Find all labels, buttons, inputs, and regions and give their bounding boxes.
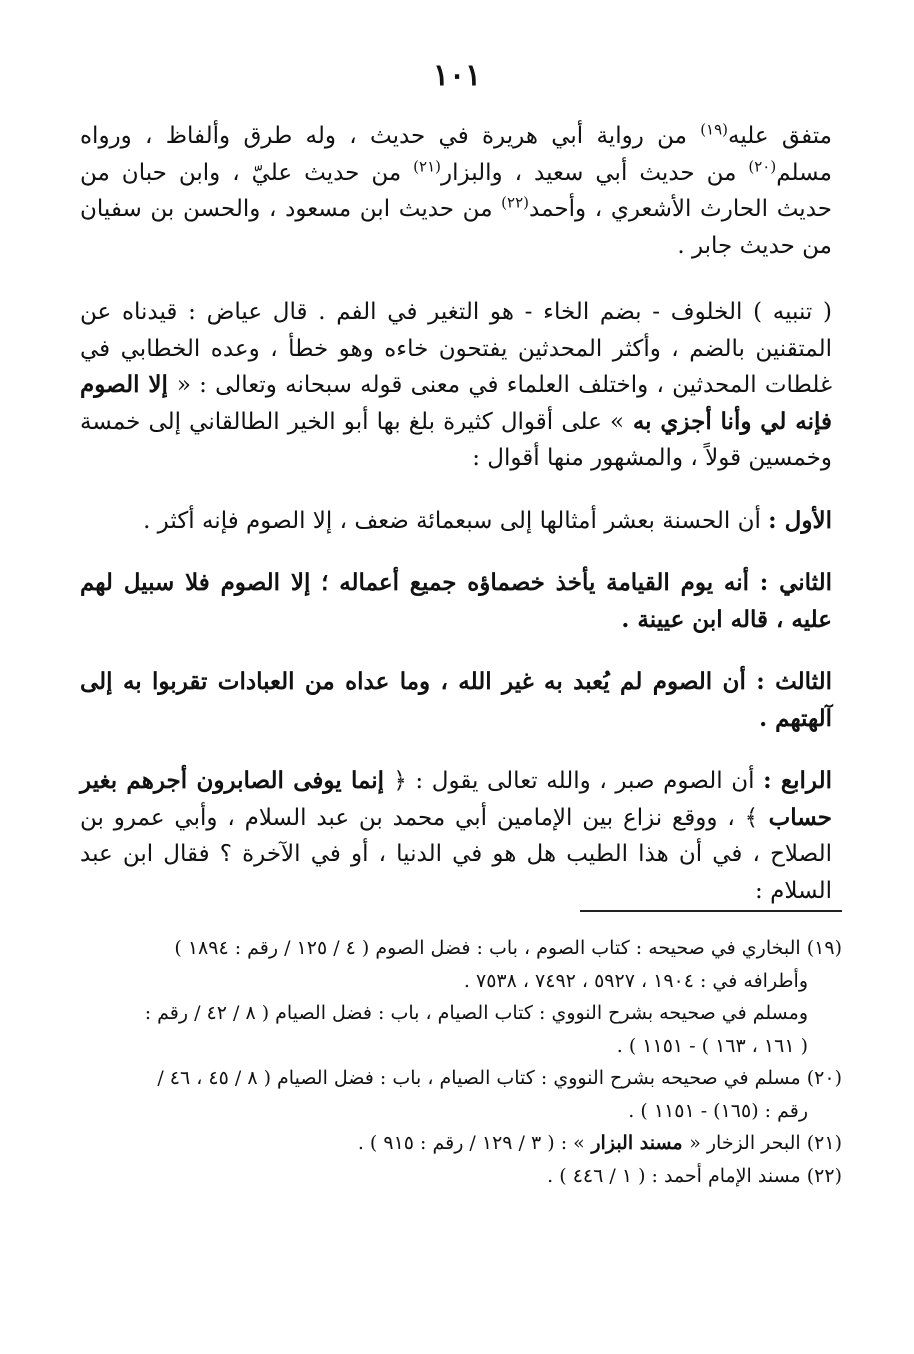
- footnote-line: رقم : (١٦٥) - ١١٥١ ) .: [628, 1099, 808, 1122]
- footnote-line: ومسلم في صحيحه بشرح النووي : كتاب الصيام ، باب : فضل الصيام ( ٨ / ٤٢ / رقم :: [144, 1002, 808, 1024]
- footnote-ref-20[interactable]: (٢٠): [748, 156, 777, 175]
- page-number: ١٠١: [432, 58, 482, 93]
- footnote-line: » : ( ٣ / ١٢٩ / رقم : ٩١٥ ) .: [357, 1132, 585, 1154]
- text-span: من رواية أبي هريرة في حديث ، وله طرق وألفاظ ، ورواه مسلم: [80, 123, 832, 186]
- text-span: من حديث ابن مسعود ، والحسن بن سفيان من حديث جابر .: [80, 196, 832, 259]
- footnote-line: (٢٢) مسند الإمام أحمد : ( ١ / ٤٤٦ ) .: [547, 1164, 842, 1187]
- text-span: أن الحسنة بعشر أمثالها إلى سبعمائة ضعف ، إلا الصوم فإنه أكثر .: [143, 507, 769, 534]
- text-span: من حديث عليّ ، وابن حبان من حديث الحارث الأشعري ، وأحمد: [80, 159, 833, 222]
- paragraph-second-opinion: [80, 565, 832, 638]
- text-span: أن الصوم لم يُعبد به غير الله ، وما عداه من العبادات تقربوا به إلى آلهتهم .: [80, 668, 832, 732]
- footnote-line: (١٩) البخاري في صحيحه : كتاب الصوم ، باب : فضل الصوم ( ٤ / ١٢٥ / رقم : ١٨٩٤ ): [174, 937, 842, 959]
- paragraph-1: [80, 118, 832, 264]
- opinion-label: الرابع :: [763, 767, 832, 794]
- footnote-19: [78, 932, 842, 1062]
- paragraph-third-opinion: [80, 664, 832, 737]
- footnote-line: ( ١٦١ ، ١٦٣ ) - ١١٥١ ) .: [616, 1034, 808, 1057]
- text-span: ﴾ ، ووقع نزاع بين الإمامين أبي محمد بن عبد السلام ، وأبي عمرو بن الصلاح ، في أن هذا الطيب هل هو في الدنيا ، أو في الآخرة ؟ فقال ابن عبد السلام :: [80, 804, 832, 904]
- footnote-line: (٢١) البحر الزخار «: [689, 1132, 842, 1154]
- footnote-22: [78, 1160, 842, 1193]
- hadith-quote: إلا الصوم فإنه لي وأنا أجزي به: [80, 371, 832, 435]
- main-text: [80, 118, 832, 935]
- footnote-divider: [580, 910, 842, 912]
- footnote-ref-21[interactable]: (٢١): [413, 156, 442, 175]
- book-title: مسند البزار: [584, 1132, 690, 1154]
- footnote-ref-22[interactable]: (٢٢): [501, 193, 530, 212]
- paragraph-fourth-opinion: [80, 763, 832, 909]
- text-span: أن الصوم صبر ، والله تعالى يقول : ﴿: [393, 768, 764, 794]
- text-span: أنه يوم القيامة يأخذ خصماؤه جميع أعماله ؛ إلا الصوم فلا سبيل لهم عليه ، قاله ابن عيينة .: [80, 569, 832, 633]
- footnote-21: [78, 1127, 842, 1160]
- footnote-line: (٢٠) مسلم في صحيحه بشرح النووي : كتاب الصيام ، باب : فضل الصيام ( ٨ / ٤٥ ، ٤٦ /: [157, 1067, 842, 1089]
- text-span: » على أقوال كثيرة بلغ بها أبو الخير الطالقاني إلى خمسة وخمسين قولاً ، والمشهور منها أقوال :: [80, 408, 832, 471]
- paragraph-tanbih: [80, 294, 832, 477]
- paragraph-first-opinion: [80, 503, 832, 540]
- footnote-20: [78, 1062, 842, 1127]
- text-span: متفق عليه: [728, 123, 832, 149]
- text-span: من حديث أبي سعيد ، والبزار: [441, 159, 749, 186]
- text-span: ( تنبيه ) الخلوف - بضم الخاء - هو التغير في الفم . قال عياض : قيدناه عن المتقنين بالضم ، وأكثر المحدثين يفتحون خاءه وهو خطأ ، وعده الخطابي في غلطات المحدثين ، واختلف العلماء في معنى قوله سبحانه وتعالى : «: [80, 299, 832, 398]
- footnote-line: وأطرافه في : ١٩٠٤ ، ٥٩٢٧ ، ٧٤٩٢ ، ٧٥٣٨ .: [463, 969, 808, 992]
- footnote-ref-19[interactable]: (١٩): [700, 120, 729, 139]
- quran-quote: إنما يوفى الصابرون أجرهم بغير حساب: [80, 767, 832, 831]
- opinion-label: الأول :: [768, 506, 832, 534]
- opinion-label: الثالث :: [756, 668, 833, 695]
- footnotes: [78, 932, 842, 1192]
- opinion-label: الثاني :: [759, 569, 832, 596]
